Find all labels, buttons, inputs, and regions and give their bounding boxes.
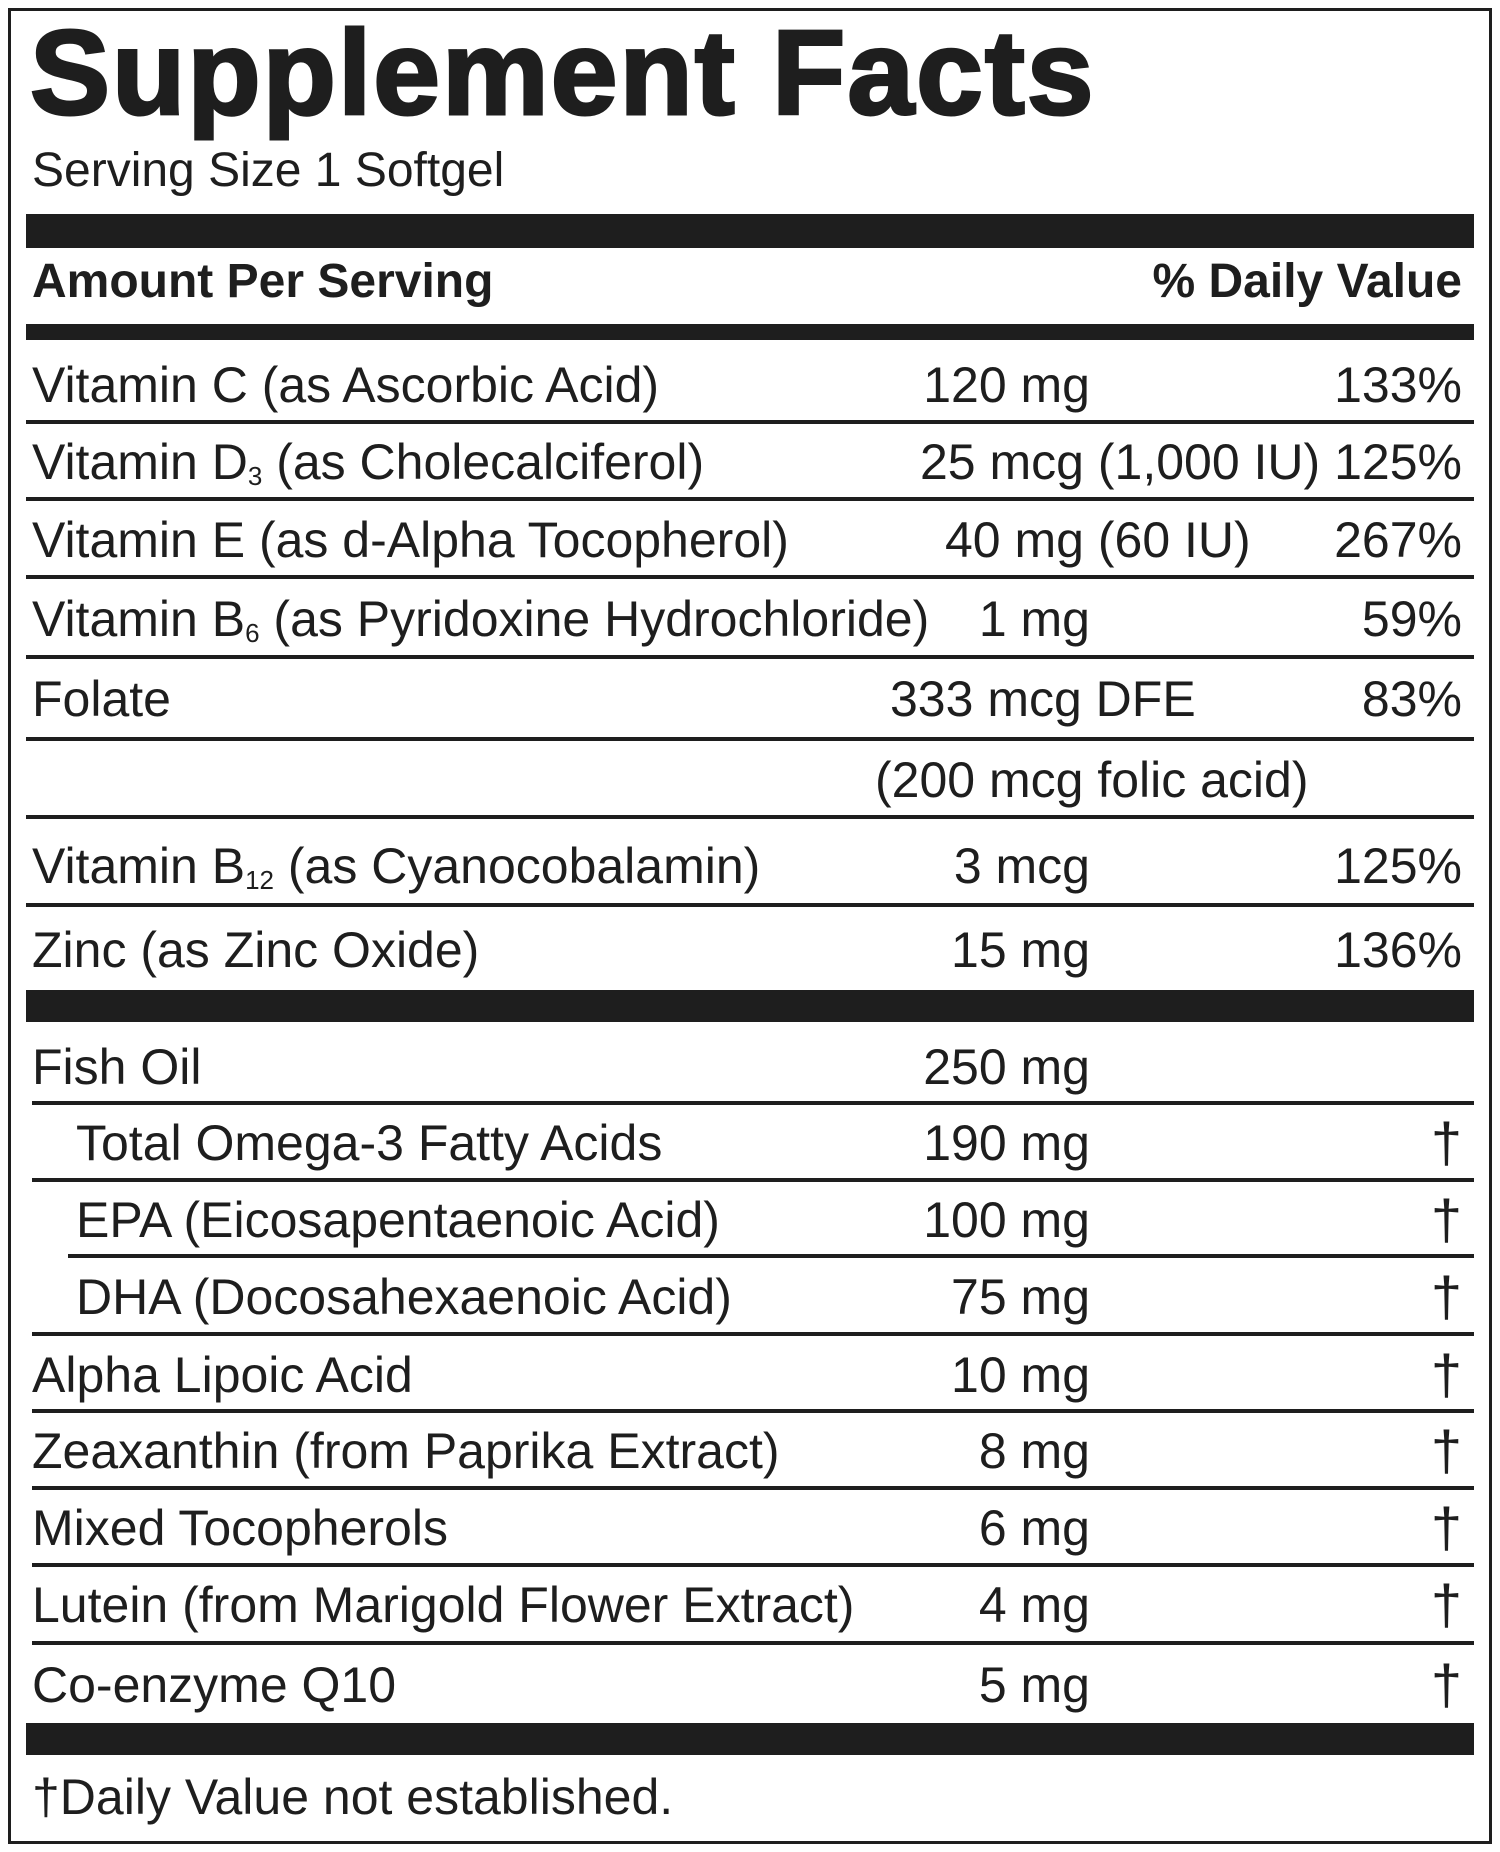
nutrient-amount: 1 mg [978,591,1090,647]
nutrient-amount: 40 mg (60 IU) [945,512,1251,568]
ingredient-amount: 250 mg [923,1039,1090,1095]
nutrient-name: Vitamin $B_6$ (as Pyridoxine Hydrochloride) [32,591,930,648]
ingredient-name: Lutein (from Marigold Flower Extract) [32,1577,855,1633]
ingredient-name: DHA (Docosahexaenoic Acid) [76,1269,732,1325]
row-divider [26,903,1474,907]
medium-divider [26,324,1474,340]
nutrient-dv: 83% [1361,671,1462,727]
nutrient-dv: 133% [1334,357,1462,413]
thick-divider-bottom [26,1723,1474,1755]
daily-value-header: % Daily Value [1152,255,1462,308]
nutrient-dv: 136% [1334,922,1462,978]
nutrient-amount: 333 mcg DFE [890,671,1196,727]
ingredient-name: Fish Oil [32,1039,202,1095]
nutrient-dv: 59% [1361,591,1462,647]
row-divider [32,1563,1474,1567]
ingredient-amount: 8 mg [978,1423,1090,1479]
dagger-mark: † [1430,1419,1462,1482]
row-divider [26,737,1474,741]
ingredient-name: Alpha Lipoic Acid [32,1347,413,1403]
ingredient-name: Co-enzyme Q10 [32,1657,397,1713]
ingredient-amount: 4 mg [978,1577,1090,1633]
ingredient-amount: 190 mg [923,1115,1090,1171]
serving-size: Serving Size 1 Softgel [32,144,505,197]
row-divider [26,497,1474,501]
dagger-mark: † [1430,1343,1462,1406]
nutrient-name: Zinc (as Zinc Oxide) [32,922,480,978]
ingredient-amount: 75 mg [951,1269,1090,1325]
dagger-mark: † [1430,1188,1462,1251]
ingredient-amount: 5 mg [978,1657,1090,1713]
folic-acid-note: (200 mcg folic acid) [875,752,1309,808]
thick-divider-top [26,214,1474,248]
nutrient-amount: 3 mcg [953,838,1090,894]
dagger-mark: † [1430,1573,1462,1636]
nutrient-dv: 125% [1334,838,1462,894]
row-divider [68,1254,1474,1258]
row-divider [32,1486,1474,1490]
label-title: Supplement Facts [30,6,1096,140]
nutrient-amount: 25 mcg (1,000 IU) [920,434,1321,490]
dagger-mark: † [1430,1111,1462,1174]
row-divider [26,815,1474,819]
row-divider [32,1409,1474,1413]
nutrient-name: Folate [32,671,171,727]
row-divider [32,1641,1474,1645]
row-divider [26,575,1474,579]
nutrient-name: Vitamin E (as d-Alpha Tocopherol) [32,512,789,568]
dagger-mark: † [1430,1496,1462,1559]
ingredient-amount: 100 mg [923,1192,1090,1248]
row-divider [26,420,1474,424]
footnote: †Daily Value not established. [32,1769,674,1825]
ingredient-amount: 6 mg [978,1500,1090,1556]
nutrient-name: Vitamin C (as Ascorbic Acid) [32,357,660,413]
nutrient-amount: 15 mg [951,922,1090,978]
row-divider [26,655,1474,659]
ingredient-name: EPA (Eicosapentaenoic Acid) [76,1192,720,1248]
ingredient-amount: 10 mg [951,1347,1090,1403]
ingredient-name: Zeaxanthin (from Paprika Extract) [32,1423,780,1479]
nutrient-dv: 125% [1334,434,1462,490]
dagger-mark: † [1430,1653,1462,1716]
row-divider [32,1178,1474,1182]
nutrient-name: Vitamin $B_{12}$ (as Cyanocobalamin) [32,838,761,895]
ingredient-name: Total Omega-3 Fatty Acids [76,1115,663,1171]
nutrient-amount: 120 mg [923,357,1090,413]
ingredient-name: Mixed Tocopherols [32,1500,448,1556]
row-divider [32,1101,1474,1105]
nutrient-name: Vitamin $D_3$ (as Cholecalciferol) [32,434,705,491]
amount-per-serving-header: Amount Per Serving [32,255,494,308]
nutrient-dv: 267% [1334,512,1462,568]
row-divider [32,1332,1474,1336]
thick-divider-middle [26,990,1474,1022]
dagger-mark: † [1430,1265,1462,1328]
